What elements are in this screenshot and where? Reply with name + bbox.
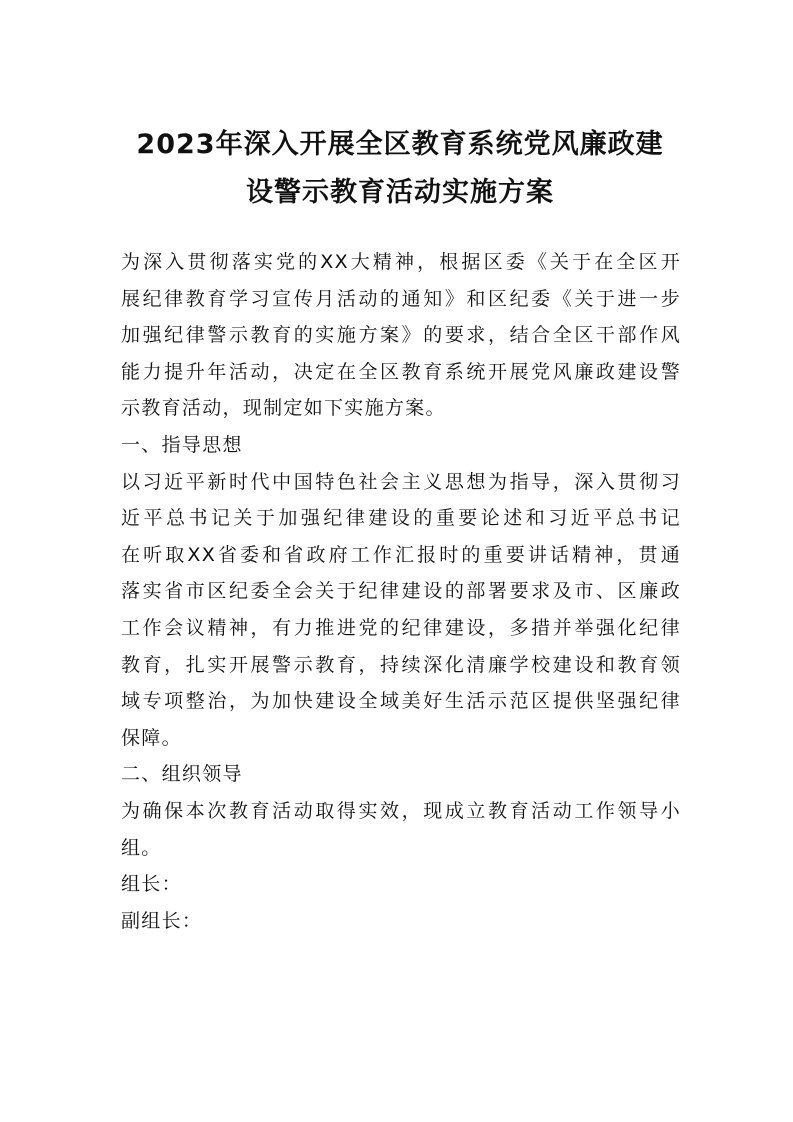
deputy-leader-label-text: 副组长： bbox=[121, 909, 203, 932]
section-1-line: 落实省市区纪委全会关于纪律建设的部署要求及市、区廉政 bbox=[121, 580, 681, 603]
intro-line: 为深入贯彻落实党的XX大精神，根据区委《关于在全区开 bbox=[121, 251, 681, 273]
section-2-line: 组。 bbox=[121, 836, 162, 859]
section-2-line: 为确保本次教育活动取得实效，现成立教育活动工作领导小 bbox=[121, 799, 681, 822]
intro-line: 能力提升年活动，决定在全区教育系统开展党风廉政建设警 bbox=[121, 360, 681, 383]
intro-line: 展纪律教育学习宣传月活动的通知》和区纪委《关于进一步 bbox=[121, 287, 681, 310]
section-2-paragraph bbox=[121, 793, 681, 866]
document-body bbox=[121, 244, 681, 939]
section-1-line: 教育，扎实开展警示教育，持续深化清廉学校建设和教育领 bbox=[121, 653, 681, 676]
document-title-line-1: 2023年深入开展全区教育系统党风廉政建 bbox=[136, 129, 664, 160]
section-1-line: 在听取XX省委和省政府工作汇报时的重要讲话精神，贯通 bbox=[121, 543, 681, 566]
section-2-heading-text: 二、组织领导 bbox=[121, 763, 243, 786]
section-1-line: 工作会议精神，有力推进党的纪律建设，多措并举强化纪律 bbox=[121, 616, 681, 639]
intro-line: 示教育活动，现制定如下实施方案。 bbox=[121, 397, 446, 420]
section-1-line: 保障。 bbox=[121, 726, 182, 749]
leader-label-text: 组长： bbox=[121, 873, 182, 896]
section-2-heading bbox=[121, 756, 681, 793]
section-1-heading-text: 一、指导思想 bbox=[121, 433, 243, 456]
section-1-line: 近平总书记关于加强纪律建设的重要论述和习近平总书记 bbox=[121, 507, 681, 530]
section-1-heading bbox=[121, 427, 681, 464]
section-1-line: 域专项整治，为加快建设全域美好生活示范区提供坚强纪律 bbox=[121, 690, 681, 713]
intro-paragraph bbox=[121, 244, 681, 427]
section-1-paragraph bbox=[121, 464, 681, 757]
section-1-line: 以习近平新时代中国特色社会主义思想为指导，深入贯彻习 bbox=[121, 470, 681, 493]
document-title-line-2: 设警示教育活动实施方案 bbox=[246, 177, 554, 208]
intro-line: 加强纪律警示教育的实施方案》的要求，结合全区干部作风 bbox=[121, 324, 681, 347]
leader-label bbox=[121, 866, 681, 903]
deputy-leader-label bbox=[121, 903, 681, 940]
